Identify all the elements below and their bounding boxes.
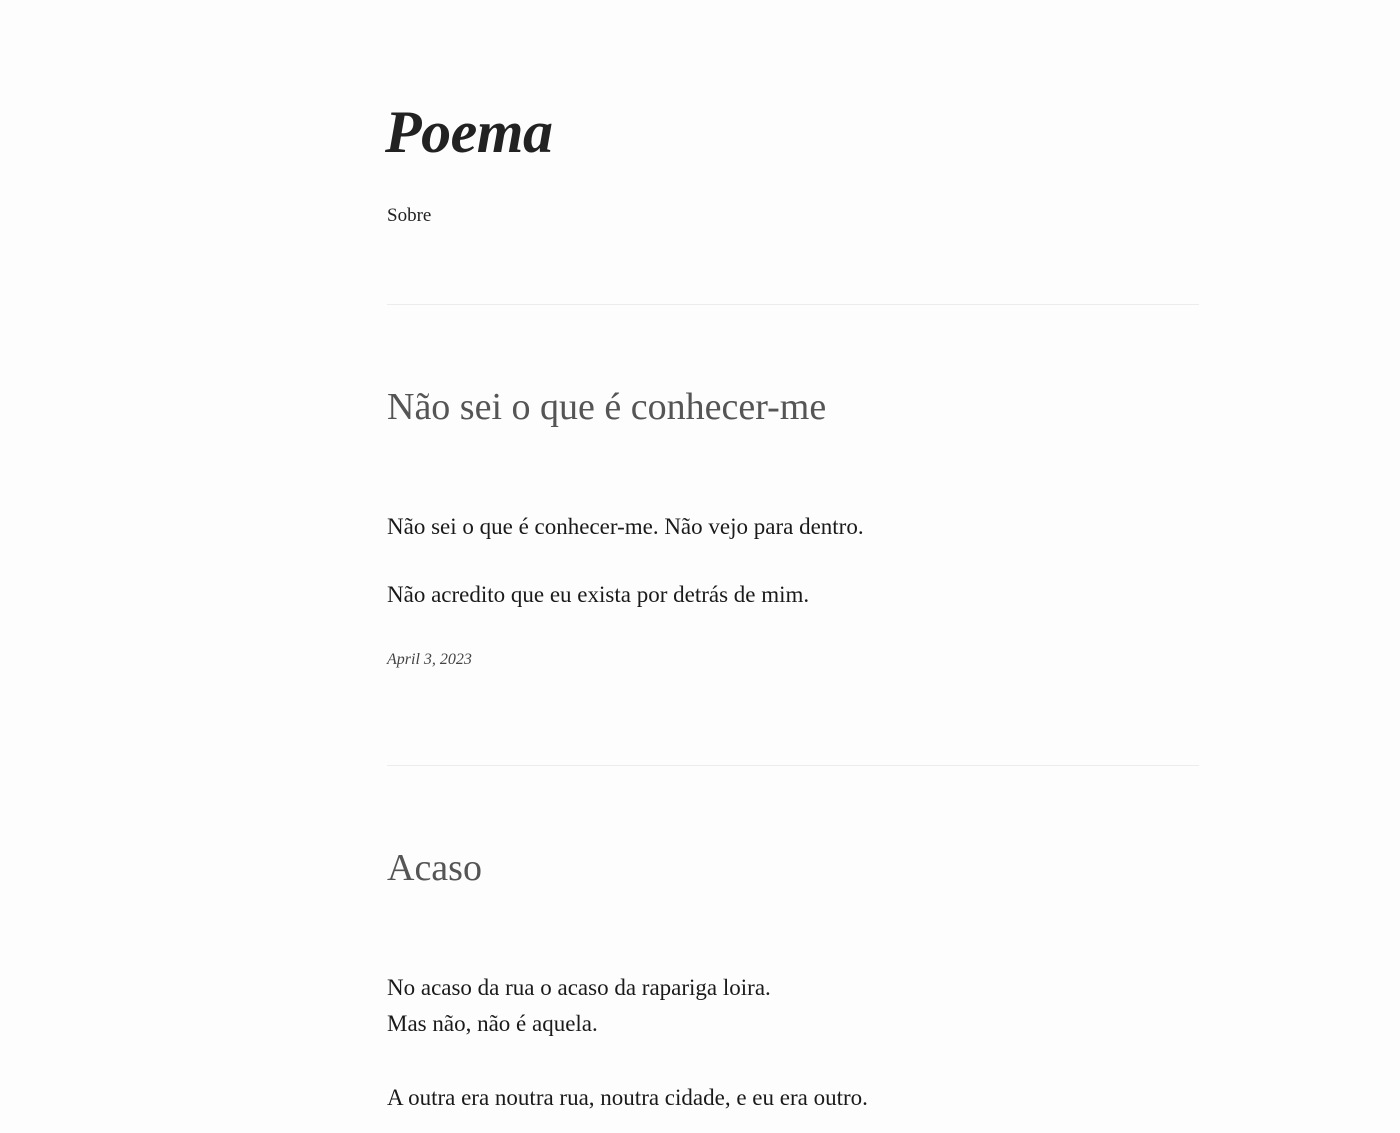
- poem-line: Mas não, não é aquela.: [387, 1011, 598, 1036]
- poem-line: Não sei o que é conhecer-me. Não vejo para dentro.: [387, 514, 864, 539]
- post-title-link[interactable]: Não sei o que é conhecer-me: [387, 386, 827, 428]
- post-date: April 3, 2023: [387, 651, 472, 668]
- post-title-link[interactable]: Acaso: [387, 847, 482, 889]
- site-title-link[interactable]: Poema: [385, 99, 553, 165]
- header-divider: [387, 304, 1199, 305]
- nav-link-sobre[interactable]: Sobre: [387, 205, 432, 226]
- poem-line: A outra era noutra rua, noutra cidade, e eu era outro.: [387, 1085, 868, 1110]
- poem-line: Não acredito que eu exista por detrás de mim.: [387, 582, 810, 607]
- post-divider: [387, 765, 1199, 766]
- poem-line: No acaso da rua o acaso da rapariga loira.: [387, 975, 771, 1000]
